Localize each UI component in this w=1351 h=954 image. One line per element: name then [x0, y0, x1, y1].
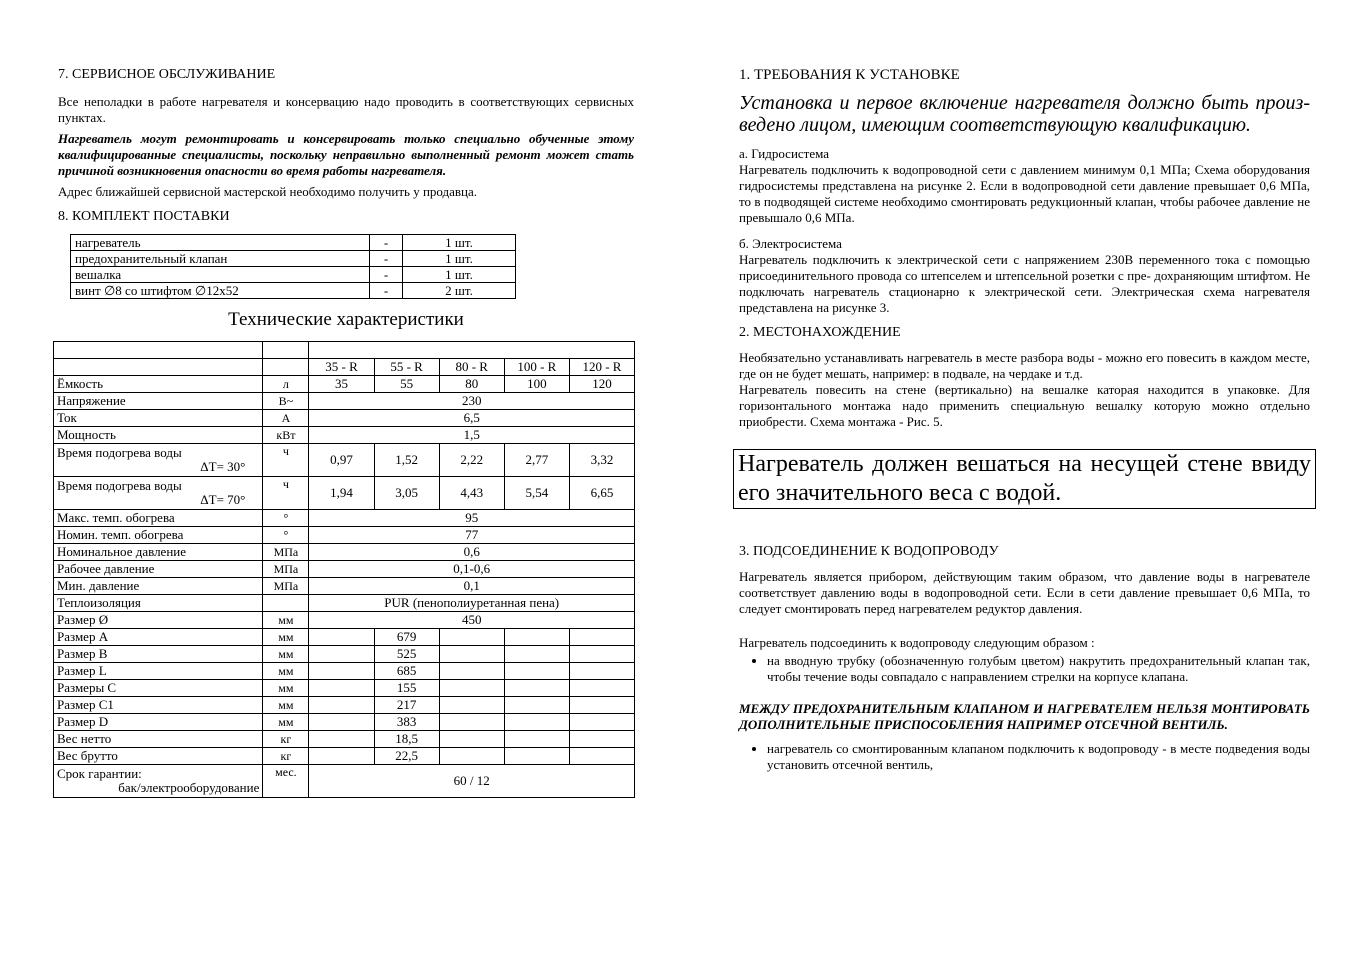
section-1-title: 1. ТРЕБОВАНИЯ К УСТАНОВКЕ: [739, 67, 960, 83]
table-row: Рабочее давление МПа 0,1-0,6: [54, 561, 635, 578]
table-row: Время подогрева воды ΔТ= 70° ч 1,94 3,05 4,43 5,54 6,65: [54, 477, 635, 510]
table-row: Размер Ø мм 450: [54, 612, 635, 629]
service-warning: Нагреватель могут ремонтировать и консервировать только специально обученные этому квалифицированные специалисты, поскольку неправильно выполненный ремонт может стать причиной возникновения опасности во время работы нагревателя.: [58, 131, 634, 178]
table-row: Вес брутто кг 22,5: [54, 748, 635, 765]
table-row: Мощность кВт 1,5: [54, 427, 635, 444]
table-row: Напряжение В~ 230: [54, 393, 635, 410]
list-item: • нагреватель со смонтированным клапаном подключить к водопроводу - в месте подведения воды установить отсечной вентиль,: [767, 741, 1310, 773]
installation-qualification-note: Установка и первое включение нагревателя должно быть произ- ведено лицом, имеющим соответствующую квалификацию.: [739, 92, 1310, 136]
table-row: Время подогрева воды ΔТ= 30° ч 0,97 1,52 2,22 2,77 3,32: [54, 444, 635, 477]
table-row: Номин. темп. обогрева ° 77: [54, 527, 635, 544]
table-row: Размер D мм 383: [54, 714, 635, 731]
section-3-title: 3. ПОДСОЕДИНЕНИЕ К ВОДОПРОВОДУ: [739, 544, 999, 559]
section-8-title: 8. КОМПЛЕКТ ПОСТАВКИ: [58, 209, 230, 224]
hydro-paragraph: Нагреватель подключить к водопроводной сети с давлением минимум 0,1 МПа; Схема оборудования гидросистемы представлена на рисунке 2. Если в водопроводной сети давление превышает 0,6 МПа, то в подводящей системе необходимо смонтировать редукционный клапан, чтобы рабочее давление не превышало 0,6 МПа.: [739, 162, 1310, 225]
connection-paragraph: Нагреватель является прибором, действующим таким образом, что давление воды в нагревателе соответствует давлению воды в водопроводной сети. Если в сети давление превышает 0,6 МПа, то следует смонтировать перед нагревателем редуктор давления.: [739, 569, 1310, 616]
service-paragraph: Все неполадки в работе нагревателя и консервацию надо проводить в соответствующих сервисных пунктах.: [58, 94, 634, 125]
kit-row: предохранительный клапан - 1 шт.: [71, 251, 516, 267]
location-paragraph-2: Нагреватель повесить на стене (вертикально) на вешалке каторая находится в упаковке. Для горизонтального монтажа надо применить специальную вешалку которую можно отдельно приобрести. Схема монтажа - Рис. 5.: [739, 382, 1310, 429]
table-row: Размеры C мм 155: [54, 680, 635, 697]
table-row: Вес нетто кг 18,5: [54, 731, 635, 748]
kit-row: вешалка - 1 шт.: [71, 267, 516, 283]
kit-row: винт ∅8 со штифтом ∅12x52 - 2 шт.: [71, 283, 516, 299]
connection-list: [739, 653, 1310, 685]
kit-row: нагреватель - 1 шт.: [71, 235, 516, 251]
table-row: Ёмкость л 35 55 80 100 120: [54, 376, 635, 393]
table-row: Размер L мм 685: [54, 663, 635, 680]
kit-table: [70, 234, 516, 299]
connection-list-2: [739, 741, 1310, 773]
tech-specs-table: [53, 341, 635, 798]
connection-intro: Нагреватель подсоединить к водопроводу следующим образом :: [739, 635, 1095, 650]
table-row: [54, 342, 635, 359]
table-row: Макс. темп. обогрева ° 95: [54, 510, 635, 527]
valve-warning: МЕЖДУ ПРЕДОХРАНИТЕЛЬНЫМ КЛАПАНОМ И НАГРЕВАТЕЛЕМ НЕЛЬЗЯ МОНТИРОВАТЬ ДОПОЛНИТЕЛЬНЫЕ ПРИСПОСОБЛЕНИЯ НАПРИМЕР ОТСЕЧНОЙ ВЕНТИЛЬ.: [739, 701, 1310, 732]
hydro-subtitle: а. Гидросистема: [739, 146, 830, 161]
service-address-note: Адрес ближайшей сервисной мастерской необходимо получить у продавца.: [58, 184, 478, 199]
table-row: Размер B мм 525: [54, 646, 635, 663]
section-2-title: 2. МЕСТОНАХОЖДЕНИЕ: [739, 325, 901, 340]
table-row: Срок гарантии: бак/электрооборудование мес. 60 / 12: [54, 765, 635, 798]
list-item: • на вводную трубку (обозначенную голубым цветом) накрутить предохранительный клапан так, чтобы течение воды совпадало с направлением стрелки на корпусе клапана.: [767, 653, 1310, 685]
table-row: Ток А 6,5: [54, 410, 635, 427]
left-column: [58, 66, 634, 798]
table-row: Теплоизоляция PUR (пенополиуретанная пена): [54, 595, 635, 612]
wall-warning-box: Нагреватель должен вешаться на несущей стене ввиду его значительного веса с водой.: [733, 449, 1316, 509]
electro-paragraph: Нагреватель подключить к электрической сети с напряжением 230В переменного тока с помощью присоединительного провода со штепселем и штепсельной розетки с пре- дохраняющим штифтом. Не подключать нагреватель стационарно к электрической сети. Электрическая схема нагревателя представлена на рисунке 3.: [739, 252, 1310, 315]
table-row: Номинальное давление МПа 0,6: [54, 544, 635, 561]
right-column: [739, 66, 1310, 773]
section-7-title: 7. СЕРВИСНОЕ ОБСЛУЖИВАНИЕ: [58, 67, 276, 82]
table-row: Размер C1 мм 217: [54, 697, 635, 714]
electro-subtitle: б. Электросистема: [739, 236, 842, 251]
tech-specs-title: Технические характеристики: [228, 309, 464, 330]
table-row: Размер A мм 679: [54, 629, 635, 646]
table-row: Мин. давление МПа 0,1: [54, 578, 635, 595]
location-paragraph-1: Необязательно устанавливать нагреватель в месте разбора воды - можно его повесить в каждом месте, где он не будет мешать, например: в подвале, на чердаке и т.д.: [739, 350, 1310, 381]
models-header-row: 35 - R 55 - R 80 - R 100 - R 120 - R: [54, 359, 635, 376]
